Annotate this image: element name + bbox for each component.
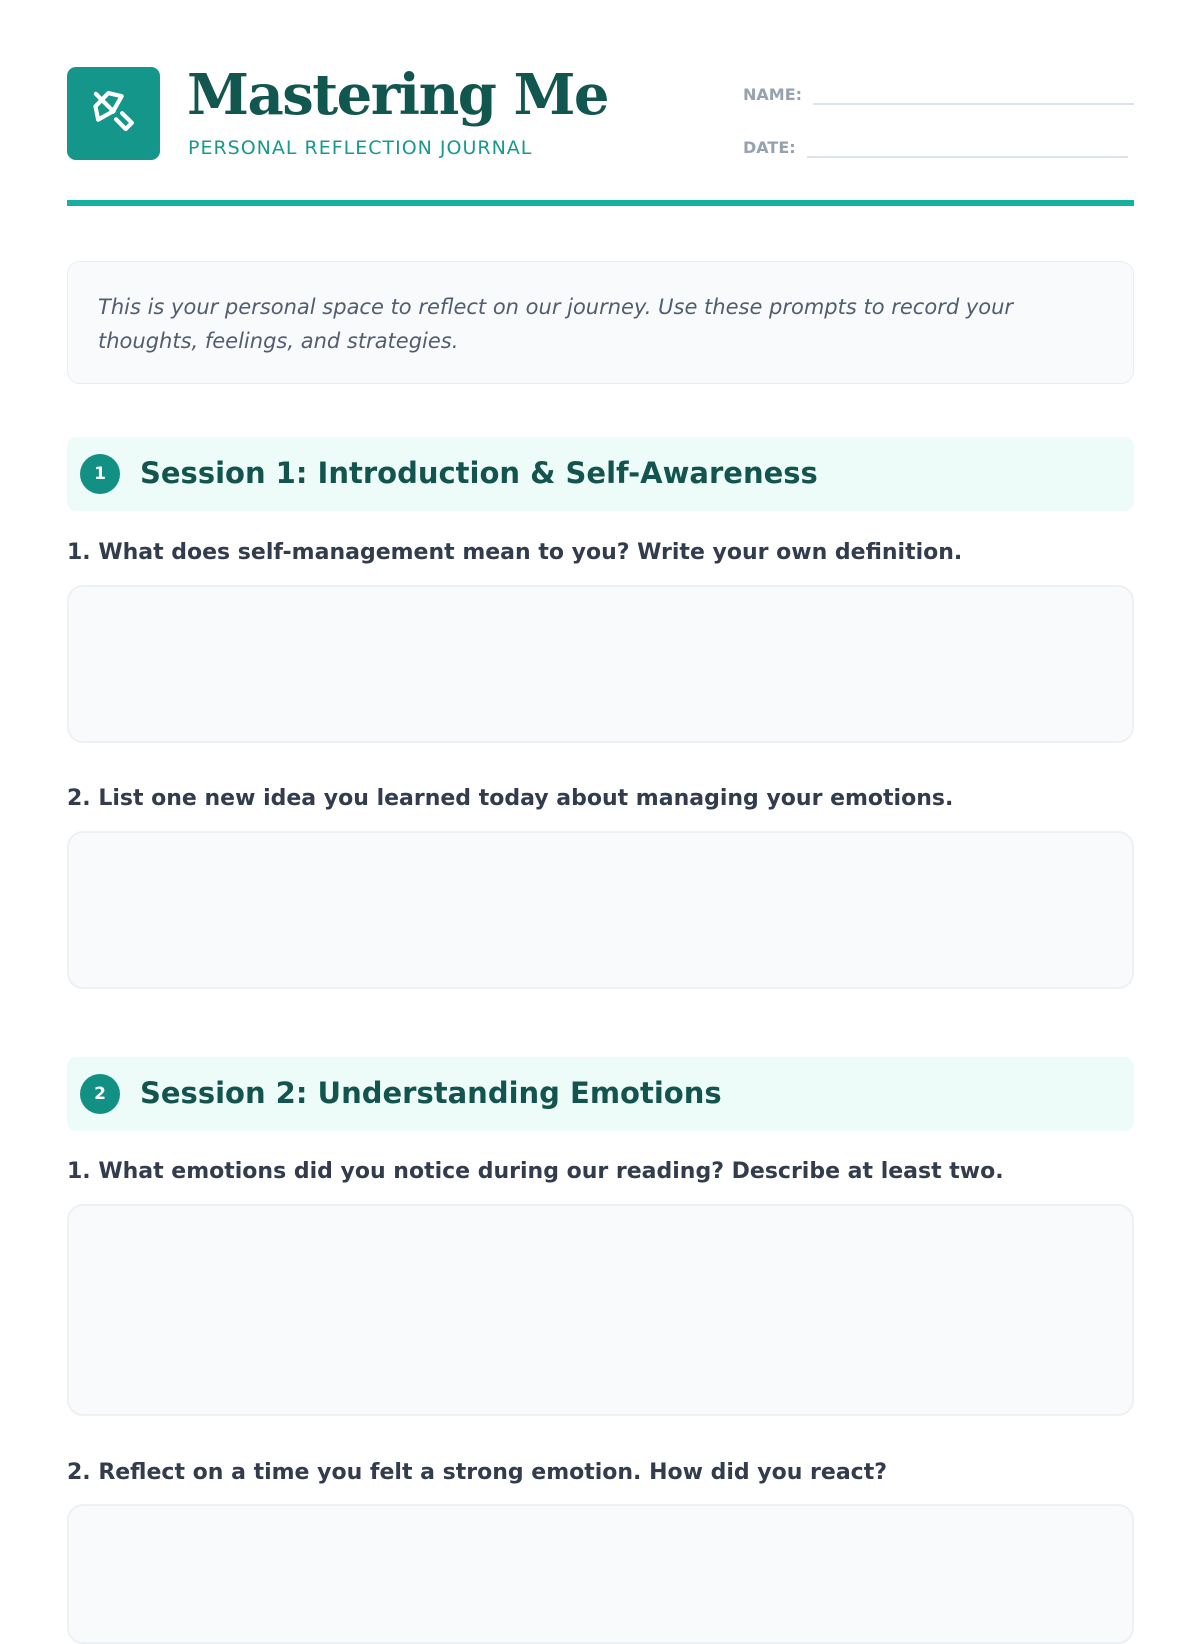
- name-label: NAME:: [743, 85, 803, 104]
- intro-text: This is your personal space to reflect on our journey. Use these prompts to record your thoughts, feelings, and strategies.: [98, 295, 1014, 353]
- session-title: Session 2: Understanding Emotions: [140, 1076, 722, 1110]
- pen-nib-icon: [89, 87, 139, 141]
- logo: [67, 67, 160, 160]
- page-subtitle: PERSONAL REFLECTION JOURNAL: [188, 137, 533, 159]
- session-header: [67, 437, 1134, 511]
- journal-page: [67, 0, 1134, 1600]
- date-field: [743, 128, 1134, 158]
- date-line[interactable]: [807, 156, 1128, 158]
- answer-box[interactable]: [67, 831, 1134, 989]
- name-line[interactable]: [813, 103, 1134, 105]
- question-prompt: 2. List one new idea you learned today about managing your emotions.: [67, 786, 954, 811]
- page-header: [67, 62, 1134, 167]
- session-number-badge: 2: [80, 1074, 120, 1114]
- question-prompt: 1. What emotions did you notice during our reading? Describe at least two.: [67, 1159, 1004, 1184]
- page-title: Mastering Me: [187, 62, 609, 128]
- answer-box[interactable]: [67, 1504, 1134, 1644]
- answer-box[interactable]: [67, 1204, 1134, 1416]
- name-field: [743, 75, 1134, 105]
- session-title: Session 1: Introduction & Self-Awareness: [140, 456, 818, 490]
- intro-box: [67, 261, 1134, 384]
- session-header: [67, 1057, 1134, 1131]
- question-prompt: 2. Reflect on a time you felt a strong emotion. How did you react?: [67, 1460, 887, 1485]
- session-number-badge: 1: [80, 454, 120, 494]
- answer-box[interactable]: [67, 585, 1134, 743]
- question-prompt: 1. What does self-management mean to you? Write your own definition.: [67, 540, 963, 565]
- date-label: DATE:: [743, 138, 796, 157]
- header-divider: [67, 200, 1134, 206]
